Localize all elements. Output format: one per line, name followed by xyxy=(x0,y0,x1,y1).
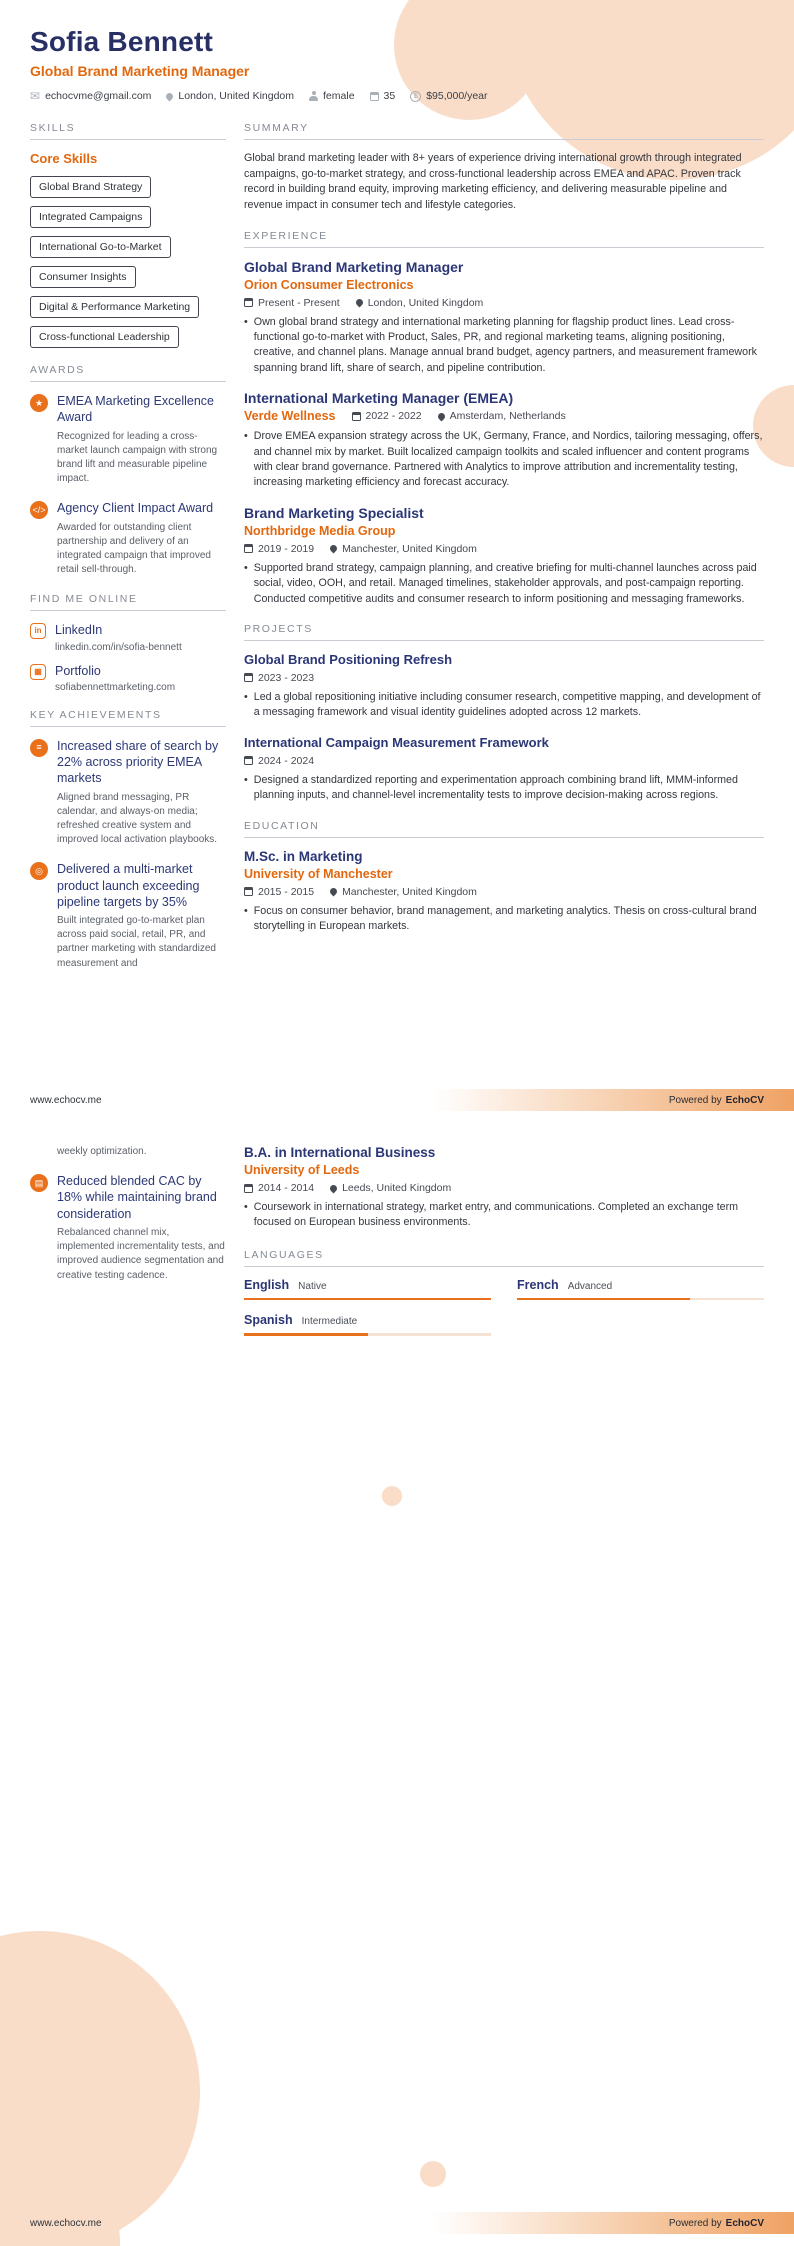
person-name: Sofia Bennett xyxy=(30,26,214,57)
bullet-dot: • xyxy=(244,315,248,328)
job-location-text: Manchester, United Kingdom xyxy=(342,542,477,555)
job-bullet xyxy=(244,315,764,377)
money-icon: $ xyxy=(410,91,421,102)
achievement-item xyxy=(30,1173,226,1283)
job-location-text: Amsterdam, Netherlands xyxy=(449,410,566,423)
education-location-text: Leeds, United Kingdom xyxy=(342,1182,452,1194)
location-pin-icon xyxy=(329,887,339,897)
list-lines-icon: ≡ xyxy=(30,739,48,757)
language-proficiency-bar xyxy=(244,1298,491,1301)
languages-list xyxy=(244,1278,764,1349)
job-dates-text: 2022 - 2022 xyxy=(365,410,422,423)
job-meta-row xyxy=(244,543,764,555)
contact-email xyxy=(30,90,151,102)
find-me-online-heading: FIND ME ONLINE xyxy=(30,593,226,611)
skill-chip: Global Brand Strategy xyxy=(30,176,151,198)
document-icon: ▤ xyxy=(30,1174,48,1192)
project-dates xyxy=(244,755,314,767)
linkedin-icon: in xyxy=(30,623,46,639)
project-dates-text: 2024 - 2024 xyxy=(258,754,315,767)
project-bullet-text: Led a global repositioning initiative including consumer research, competitive mapping, and development of a messaging framework and visual identity guidelines adopted across 12 markets. xyxy=(253,690,761,719)
project-item xyxy=(244,652,764,721)
language-item xyxy=(517,1278,764,1301)
online-profile-item[interactable] xyxy=(30,622,226,652)
company-name: Orion Consumer Electronics xyxy=(244,277,414,292)
job-bullet xyxy=(244,429,764,491)
language-item xyxy=(244,1313,491,1336)
education-meta-row xyxy=(244,1182,764,1194)
resume-page-2 xyxy=(0,1123,794,2246)
page-footer xyxy=(0,1089,794,1111)
job-bullet xyxy=(244,561,764,607)
degree-title: M.Sc. in Marketing xyxy=(244,848,363,864)
job-location xyxy=(438,410,566,422)
calendar-icon xyxy=(244,544,253,553)
experience-heading: EXPERIENCE xyxy=(244,230,764,248)
company-name: Northbridge Media Group xyxy=(244,523,396,538)
skills-group-title: Core Skills xyxy=(30,151,98,166)
language-name: French xyxy=(517,1277,559,1292)
achievement-item xyxy=(30,738,226,848)
location-pin-icon xyxy=(329,544,339,554)
education-dates xyxy=(244,1182,314,1194)
achievement-description-continued: weekly optimization. xyxy=(57,1146,147,1157)
calendar-icon xyxy=(244,298,253,307)
project-title: International Campaign Measurement Framework xyxy=(244,734,549,750)
education-location xyxy=(330,1182,451,1194)
award-title: Agency Client Impact Award xyxy=(57,501,214,516)
education-bullet xyxy=(244,1200,764,1231)
languages-heading: LANGUAGES xyxy=(244,1249,764,1267)
project-dates-text: 2023 - 2023 xyxy=(258,671,315,684)
achievement-title: Delivered a multi-market product launch exceeding pipeline targets by 35% xyxy=(57,862,200,909)
job-location xyxy=(356,297,484,309)
project-bullet-text: Designed a standardized reporting and experimentation approach combining brand lift, MMM-informed planning inputs, and channel-level incrementality tests to improve decision-making across regions. xyxy=(253,773,738,802)
award-medal-icon: ★ xyxy=(30,394,48,412)
education-dates-text: 2014 - 2014 xyxy=(258,1182,315,1194)
education-bullet-text: Focus on consumer behavior, brand management, and marketing analytics. Thesis on cross-cultural brand storytelling in European markets. xyxy=(253,904,757,932)
job-title: International Marketing Manager (EMEA) xyxy=(244,390,514,407)
powered-by-banner xyxy=(432,2212,794,2234)
project-dates xyxy=(244,672,314,684)
language-name: English xyxy=(244,1277,290,1292)
contact-location-text: London, United Kingdom xyxy=(178,90,295,102)
portfolio-icon: ▦ xyxy=(30,664,46,680)
contact-email-text[interactable]: echocvme@gmail.com xyxy=(45,90,152,102)
achievement-description: Built integrated go-to-market plan across paid social, retail, PR, and partner marketing with standardized measurement and xyxy=(57,915,216,969)
job-bullet-text: Drove EMEA expansion strategy across the UK, Germany, France, and Nordics, tailoring messaging, offers, and channel mix by market. Built localized campaign toolkits and scaled influencer and content programs with clear brand governance. Partnered with Analytics to improve attribution and incrementality testing, increasing marketing efficiency and forecast accuracy. xyxy=(253,430,763,489)
school-name: University of Leeds xyxy=(244,1163,360,1177)
experience-section xyxy=(244,230,764,607)
language-name: Spanish xyxy=(244,1313,293,1328)
resume-header xyxy=(0,0,794,102)
bullet-dot: • xyxy=(244,773,248,786)
experience-item xyxy=(244,390,764,491)
calendar-icon xyxy=(352,412,361,421)
skill-chip: Digital & Performance Marketing xyxy=(30,296,199,318)
bullet-dot: • xyxy=(244,690,248,703)
language-level: Advanced xyxy=(567,1280,613,1292)
person-job-title: Global Brand Marketing Manager xyxy=(30,63,250,79)
skill-chip: Integrated Campaigns xyxy=(30,206,151,228)
awards-section xyxy=(30,364,226,577)
project-bullet xyxy=(244,690,764,721)
education-section xyxy=(244,820,764,935)
online-profile-url[interactable]: sofiabennettmarketing.com xyxy=(55,681,176,693)
main-column xyxy=(244,122,764,987)
calendar-icon xyxy=(244,887,253,896)
project-title: Global Brand Positioning Refresh xyxy=(244,651,453,667)
job-title: Brand Marketing Specialist xyxy=(244,504,424,521)
powered-by-banner xyxy=(432,1089,794,1111)
job-meta-row xyxy=(244,297,764,309)
language-level: Intermediate xyxy=(301,1316,358,1328)
project-meta-row xyxy=(244,672,764,684)
contact-salary xyxy=(410,90,487,102)
education-bullet xyxy=(244,904,764,935)
location-pin-icon xyxy=(329,1183,339,1193)
achievement-title: Reduced blended CAC by 18% while maintaining brand consideration xyxy=(57,1174,217,1221)
education-heading: EDUCATION xyxy=(244,820,764,838)
job-bullet-text: Own global brand strategy and international marketing planning for flagship product lines. Lead cross-functional go-to-market with Product, Sales, PR, and regional marketing teams, aligning positioning, creative, and channel plans. Manage annual brand budget, agency partners, and measurement framework spanning brand lift, share of search, and pipeline contribution. xyxy=(253,315,757,374)
language-proficiency-bar xyxy=(244,1333,491,1336)
experience-item xyxy=(244,505,764,607)
job-location-text: London, United Kingdom xyxy=(367,296,484,309)
skill-chip: International Go-to-Market xyxy=(30,236,171,258)
job-company-meta-row xyxy=(244,409,764,423)
powered-by-text: Powered by xyxy=(668,2217,722,2229)
languages-section xyxy=(244,1249,764,1349)
award-description: Awarded for outstanding client partnership and delivery of an integrated campaign that improved retail sell-through. xyxy=(57,521,211,576)
contact-salary-text: $95,000/year xyxy=(426,90,488,102)
education-location-text: Manchester, United Kingdom xyxy=(342,885,477,898)
location-pin-icon xyxy=(354,298,364,308)
education-dates xyxy=(244,886,314,898)
language-proficiency-bar xyxy=(517,1298,764,1301)
footer-site-url[interactable]: www.echocv.me xyxy=(30,2217,102,2229)
code-icon: </> xyxy=(30,501,48,519)
summary-section xyxy=(244,122,764,214)
target-icon: ◎ xyxy=(30,862,48,880)
job-dates xyxy=(352,410,422,422)
education-item xyxy=(244,849,764,935)
summary-heading: SUMMARY xyxy=(244,122,764,140)
bullet-dot: • xyxy=(244,561,248,574)
job-dates-text: Present - Present xyxy=(258,296,340,309)
decor-blob xyxy=(420,2161,446,2187)
powered-by-text: Powered by xyxy=(668,1094,722,1106)
experience-item xyxy=(244,259,764,377)
sidebar-column xyxy=(30,122,226,987)
job-title: Global Brand Marketing Manager xyxy=(244,258,464,275)
calendar-icon xyxy=(244,756,253,765)
projects-heading: PROJECTS xyxy=(244,623,764,641)
online-profile-label[interactable]: Portfolio xyxy=(55,663,101,678)
achievement-description: Aligned brand messaging, PR calendar, and always-on media; refreshed creative system and improved local activation playbooks. xyxy=(57,791,218,846)
job-dates xyxy=(244,543,314,555)
contact-row xyxy=(30,90,764,102)
footer-site-url[interactable]: www.echocv.me xyxy=(30,1094,102,1106)
skill-chip: Cross-functional Leadership xyxy=(30,326,179,348)
projects-section xyxy=(244,623,764,804)
award-item xyxy=(30,500,226,577)
contact-gender-text: female xyxy=(323,90,355,102)
job-dates xyxy=(244,297,340,309)
award-title: EMEA Marketing Excellence Award xyxy=(57,394,215,425)
education-meta-row xyxy=(244,886,764,898)
main-column xyxy=(244,1145,764,1365)
education-bullet-text: Coursework in international strategy, market entry, and communications. Completed an exchange term focused on European business environments. xyxy=(253,1201,739,1229)
skill-chip: Consumer Insights xyxy=(30,266,136,288)
contact-age-text: 35 xyxy=(383,90,396,102)
project-bullet xyxy=(244,773,764,804)
language-proficiency-fill xyxy=(244,1333,368,1336)
skills-heading: SKILLS xyxy=(30,122,226,140)
calendar-icon xyxy=(370,92,379,101)
key-achievements-heading: KEY ACHIEVEMENTS xyxy=(30,709,226,727)
find-me-online-section xyxy=(30,593,226,693)
school-name: University of Manchester xyxy=(244,866,393,881)
skills-section xyxy=(30,122,226,348)
decor-blob xyxy=(382,1486,402,1506)
awards-heading: AWARDS xyxy=(30,364,226,382)
bullet-dot: • xyxy=(244,430,248,443)
education-location xyxy=(330,886,477,898)
online-profile-url[interactable]: linkedin.com/in/sofia-bennett xyxy=(55,641,182,653)
location-pin-icon xyxy=(165,91,175,101)
brand-name: EchoCV xyxy=(725,2217,764,2229)
key-achievements-section xyxy=(30,709,226,971)
sidebar-column xyxy=(30,1145,226,1365)
project-item xyxy=(244,735,764,804)
language-proficiency-fill xyxy=(517,1298,690,1301)
language-item xyxy=(244,1278,491,1301)
achievement-title: Increased share of search by 22% across priority EMEA markets xyxy=(57,738,219,786)
person-icon xyxy=(309,91,318,102)
award-description: Recognized for leading a cross-market launch campaign with strong brand lift and measurable pipeline impact. xyxy=(57,430,218,485)
online-profile-item[interactable] xyxy=(30,663,226,693)
email-icon: ✉ xyxy=(30,89,41,103)
language-level: Native xyxy=(298,1280,327,1292)
summary-text: Global brand marketing leader with 8+ years of experience driving international growth through integrated campaigns, go-to-market strategy, and cross-functional leadership across EMEA and APAC. Proven track record in building brand equity, improving marketing efficiency, and delivering measurable pipeline and revenue impact in consumer tech and lifestyle categories. xyxy=(244,152,742,211)
language-proficiency-fill xyxy=(244,1298,491,1301)
contact-location xyxy=(166,90,294,102)
calendar-icon xyxy=(244,673,253,682)
project-meta-row xyxy=(244,755,764,767)
page-footer xyxy=(0,2212,794,2234)
location-pin-icon xyxy=(436,411,446,421)
contact-age xyxy=(370,90,396,102)
job-dates-text: 2019 - 2019 xyxy=(258,542,315,555)
calendar-icon xyxy=(244,1184,253,1193)
company-name: Verde Wellness xyxy=(244,409,336,424)
degree-title: B.A. in International Business xyxy=(244,1145,436,1160)
job-bullet-text: Supported brand strategy, campaign planning, and creative briefing for multi-channel launches across paid social, video, OOH, and retail. Managed timelines, stakeholder approvals, and post-campaign reporting. Conducted competitive audits and consumer research to inform positioning and messaging frameworks. xyxy=(253,561,757,605)
bullet-dot: • xyxy=(244,904,248,917)
award-item xyxy=(30,393,226,486)
achievement-description: Rebalanced channel mix, implemented incrementality tests, and improved audience segmentation and creative testing cadence. xyxy=(57,1226,225,1281)
job-location xyxy=(330,543,477,555)
online-profile-label[interactable]: LinkedIn xyxy=(55,623,103,638)
education-dates-text: 2015 - 2015 xyxy=(258,885,315,898)
achievement-item xyxy=(30,861,226,971)
brand-name: EchoCV xyxy=(725,1094,764,1106)
contact-gender xyxy=(309,90,355,102)
education-item xyxy=(244,1145,764,1231)
bullet-dot: • xyxy=(244,1201,248,1213)
